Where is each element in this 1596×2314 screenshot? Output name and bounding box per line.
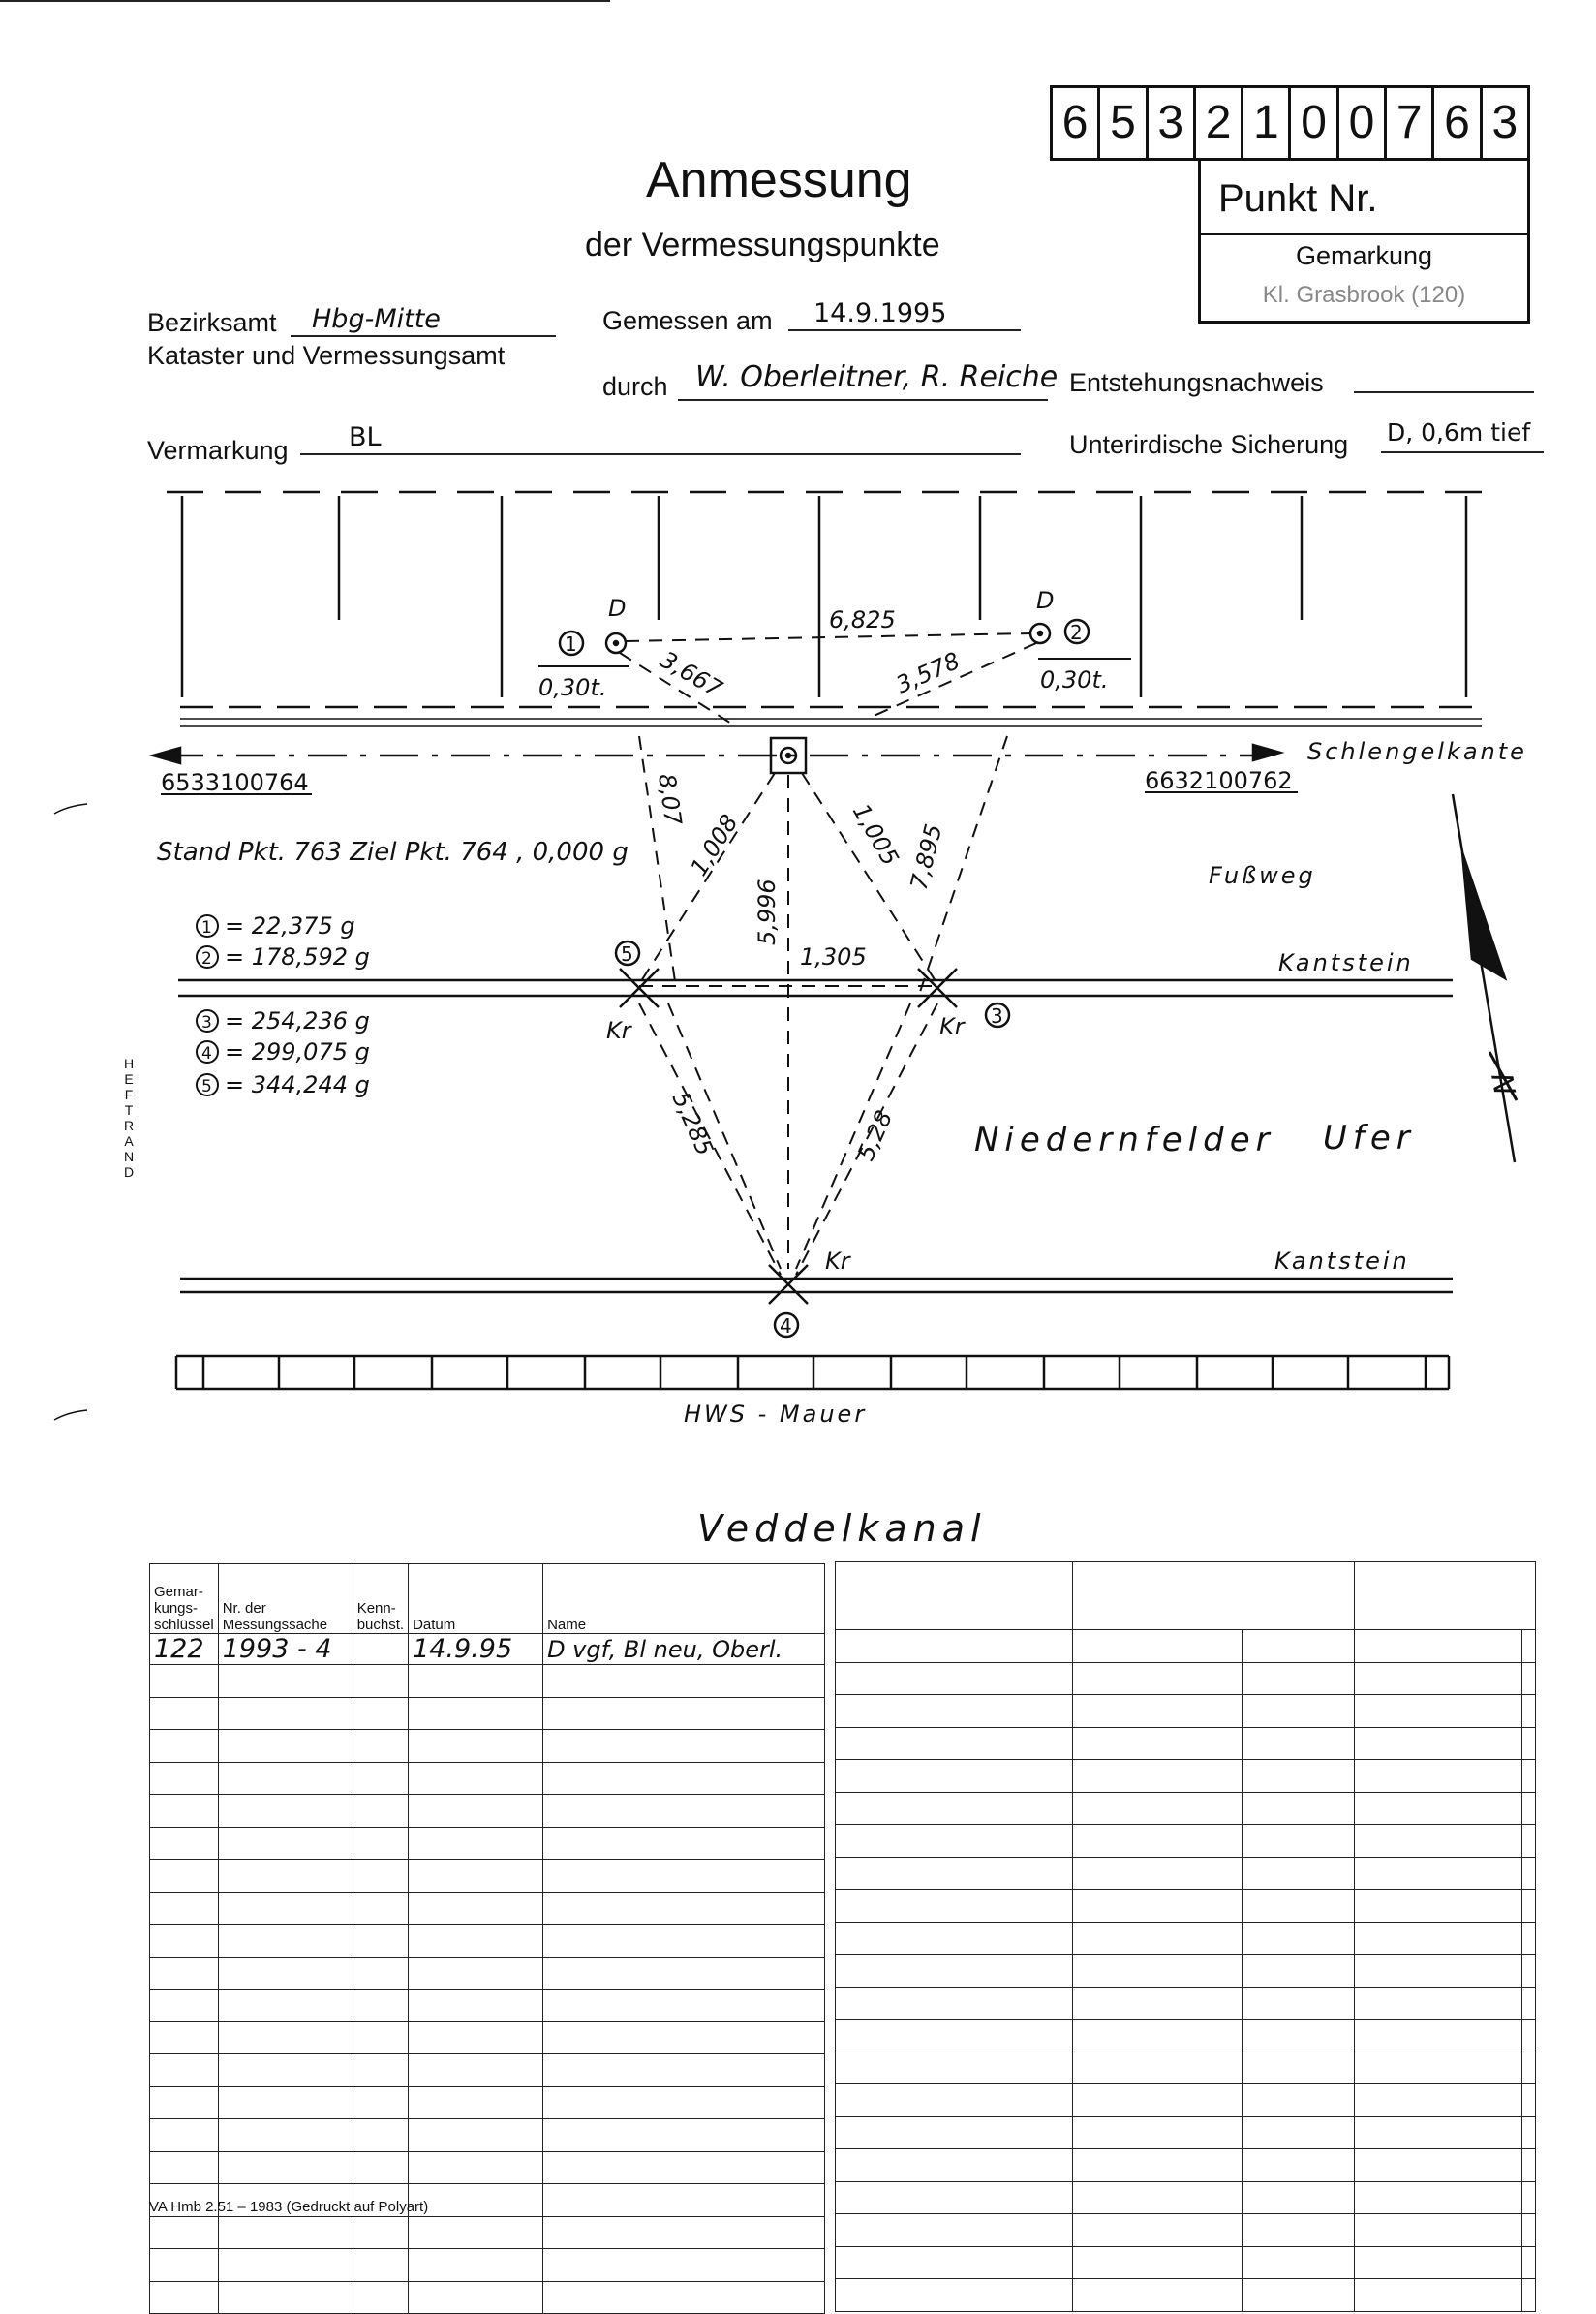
gemessen-value: 14.9.1995 xyxy=(813,298,947,328)
kantstein-label-lower: Kantstein xyxy=(1274,1248,1410,1275)
sicherung-value: D, 0,6m tief xyxy=(1387,418,1531,447)
angle-2: = 178,592 g xyxy=(225,943,370,971)
table-row xyxy=(150,1925,825,1958)
angle-num-4: 4 xyxy=(201,1044,212,1064)
punkt-digit: 3 xyxy=(1491,97,1519,148)
punkt-digit: 5 xyxy=(1100,88,1148,158)
table-row xyxy=(150,2281,825,2314)
table-row xyxy=(150,1860,825,1893)
punkt-label: Punkt Nr. xyxy=(1218,177,1378,220)
table-row xyxy=(150,1957,825,1990)
cell-nr: 1993 - 4 xyxy=(218,1634,353,1665)
cell-kenn xyxy=(353,1634,408,1665)
punkt-digit: 0 xyxy=(1291,88,1338,158)
dist-7895: 7,895 xyxy=(905,821,948,893)
durch-value: W. Oberleitner, R. Reiche xyxy=(695,360,1059,394)
table-row xyxy=(150,2216,825,2249)
gemessen-label: Gemessen am xyxy=(602,306,773,335)
sicherung-label: Unterirdische Sicherung xyxy=(1069,430,1349,459)
angle-1: = 22,375 g xyxy=(225,912,355,940)
hws-label: HWS - Mauer xyxy=(684,1401,868,1428)
angle-num-3: 3 xyxy=(201,1013,212,1033)
table-row xyxy=(150,1697,825,1730)
dist-5285: 5,285 xyxy=(666,1088,720,1160)
table-row xyxy=(150,1730,825,1763)
gemarkung-label: Gemarkung xyxy=(1295,241,1433,270)
angle-num-1: 1 xyxy=(201,918,212,938)
dist-1305: 1,305 xyxy=(800,943,867,971)
angle-num-5: 5 xyxy=(201,1077,212,1096)
punkt-digit: 3 xyxy=(1149,88,1196,158)
page-subtitle: der Vermessungspunkte xyxy=(585,227,940,263)
dist-528: 5,28 xyxy=(851,1106,899,1165)
dist-807: 8,07 xyxy=(653,771,688,827)
cell-gemarkung: 122 xyxy=(150,1634,219,1665)
entstehung-label: Entstehungsnachweis xyxy=(1069,368,1324,397)
angle-3: = 254,236 g xyxy=(225,1007,370,1034)
depth1: 0,30t. xyxy=(538,674,607,701)
table-row xyxy=(150,1665,825,1698)
left-point-number: 6533100764 xyxy=(161,769,309,796)
vermarkung-label: Vermarkung xyxy=(147,436,289,465)
punkt-digit: 2 xyxy=(1196,88,1243,158)
page-title: Anmessung xyxy=(646,152,912,208)
right-point-number: 6632100762 xyxy=(1145,767,1293,794)
pt2-num: 2 xyxy=(1070,621,1083,644)
kr-label-left: Kr xyxy=(606,1017,631,1044)
kr-label-right: Kr xyxy=(939,1013,965,1040)
record-table-right xyxy=(835,1561,1536,2312)
pt1-num: 1 xyxy=(565,632,577,656)
north-label: N xyxy=(1484,1070,1521,1098)
hdr-datum: Datum xyxy=(409,1564,543,1634)
pt3-num: 3 xyxy=(991,1004,1003,1028)
water-label: Veddelkanal xyxy=(697,1507,987,1550)
dist-3578: 3,578 xyxy=(892,646,965,699)
heftrand-label: HEFTRAND xyxy=(123,1056,135,1180)
table-row xyxy=(150,1795,825,1828)
street-name: Niedernfelder xyxy=(974,1121,1275,1159)
kataster-label: Kataster und Vermessungsamt xyxy=(147,341,506,370)
hdr-kennbuchst: Kenn-buchst. xyxy=(353,1564,408,1634)
table-row xyxy=(150,1634,825,1665)
fussweg-label: Fußweg xyxy=(1209,862,1316,889)
gemarkung-value: Kl. Grasbrook (120) xyxy=(1262,282,1466,308)
pt4-num: 4 xyxy=(780,1314,792,1338)
vermarkung-value: BL xyxy=(349,422,382,452)
dist-1005: 1,005 xyxy=(846,799,905,871)
dist-1008: 1,008 xyxy=(685,810,744,881)
pt5-num: 5 xyxy=(621,942,633,966)
durch-label: durch xyxy=(602,372,668,401)
table-row xyxy=(150,1990,825,2022)
dist-5996: 5,996 xyxy=(753,879,781,945)
punkt-digit: 7 xyxy=(1387,88,1434,158)
table-row xyxy=(150,1892,825,1925)
depth2: 0,30t. xyxy=(1040,666,1109,694)
table-row xyxy=(150,2086,825,2119)
bezirksamt-label: Bezirksamt xyxy=(147,308,277,337)
form-footer: VA Hmb 2.51 – 1983 (Gedruckt auf Polyart) xyxy=(149,2199,429,2215)
hdr-name: Name xyxy=(543,1564,825,1634)
hdr-nr-messungssache: Nr. der Messungssache xyxy=(218,1564,353,1634)
cell-datum: 14.9.95 xyxy=(409,1634,543,1665)
dist-d1-d2: 6,825 xyxy=(829,606,896,633)
bezirksamt-value: Hbg-Mitte xyxy=(312,304,441,334)
hdr-gemarkung: Gemar-kungs-schlüssel xyxy=(150,1564,219,1634)
table-row xyxy=(150,2119,825,2152)
punkt-digit: 6 xyxy=(1053,88,1100,158)
table-row xyxy=(150,2249,825,2282)
d2-letter: D xyxy=(1036,587,1055,614)
d1-letter: D xyxy=(608,595,627,622)
street-name-2: Ufer xyxy=(1323,1119,1416,1157)
kr-label-bottom: Kr xyxy=(825,1248,850,1275)
table-row xyxy=(150,2021,825,2054)
punkt-digit: 1 xyxy=(1243,88,1291,158)
angle-num-2: 2 xyxy=(201,949,212,969)
stand-line: Stand Pkt. 763 Ziel Pkt. 764 , 0,000 g xyxy=(157,838,629,867)
punkt-digit: 6 xyxy=(1434,88,1482,158)
angle-4: = 299,075 g xyxy=(225,1038,370,1065)
cell-name: D vgf, Bl neu, Oberl. xyxy=(543,1634,825,1665)
kantstein-label-upper: Kantstein xyxy=(1278,949,1414,976)
table-row xyxy=(150,2151,825,2184)
schlengelkante-label: Schlengelkante xyxy=(1307,738,1527,765)
table-row xyxy=(150,1827,825,1860)
punkt-digit: 0 xyxy=(1339,88,1387,158)
dist-3667: 3,667 xyxy=(656,645,727,703)
table-row xyxy=(150,2054,825,2087)
angle-5: = 344,244 g xyxy=(225,1071,370,1098)
table-row xyxy=(150,1762,825,1795)
